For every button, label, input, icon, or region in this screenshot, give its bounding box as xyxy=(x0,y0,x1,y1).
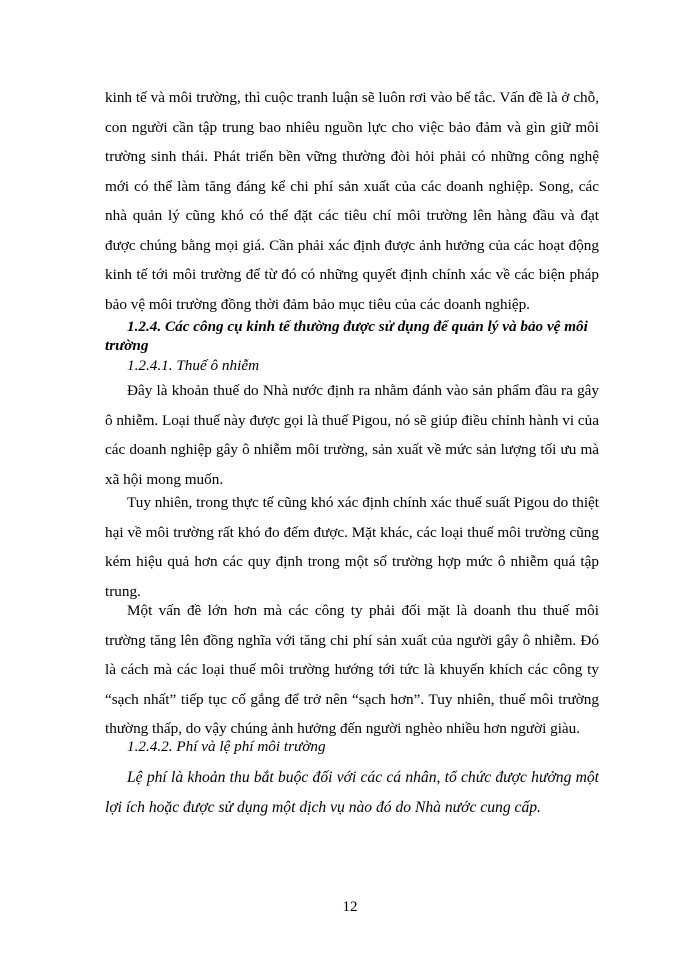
paragraph-tax-limitations: Tuy nhiên, trong thực tế cũng khó xác định chính xác thuế suất Pigou do thiệt hại về môi trường rất khó đo đếm được. Mặt khác, các loại thuế môi trường cũng kém hiệu quả hơn các quy định trong một số trường hợp mức ô nhiễm quá tập trung. xyxy=(105,494,599,600)
page-number: 12 xyxy=(342,899,358,915)
section-heading: 1.2.4. Các công cụ kinh tế thường được sử dụng để quản lý và bảo vệ môi trường xyxy=(105,318,588,354)
subsection-heading-pollution-tax: 1.2.4.1. Thuế ô nhiễm xyxy=(127,357,260,374)
paragraph-tax-revenue-issue: Một vấn đề lớn hơn mà các công ty phải đối mặt là doanh thu thuế môi trường tăng lên đồng nghĩa với tăng chi phí sản xuất của người gây ô nhiễm. Đó là cách mà các loại thuế môi trường hướng tới tức là khuyến khích các công ty “sạch nhất” tiếp tục cố gắng để trở nên “sạch hơn”. Tuy nhiên, thuế môi trường thường thấp, do vậy chúng ảnh hưởng đến người nghèo nhiều hơn người giàu. xyxy=(105,602,599,737)
paragraph-continuation: kinh tế và môi trường, thì cuộc tranh luận sẽ luôn rơi vào bế tắc. Vấn đề là ở chỗ, con người cần tập trung bao nhiêu nguồn lực cho việc bảo đảm và gìn giữ môi trường sinh thái. Phát triển bền vững thường đòi hỏi phải có những công nghệ mới có thể làm tăng đáng kể chi phí sản xuất của các doanh nghiệp. Song, các nhà quản lý cũng khó có thể đặt các tiêu chí môi trường lên hàng đầu và đạt được chúng bằng mọi giá. Cần phải xác định được ảnh hưởng của các hoạt động kinh tế tới môi trường để từ đó có những quyết định chính xác về các biện pháp bảo vệ môi trường đồng thời đảm bảo mục tiêu của các doanh nghiệp. xyxy=(105,89,599,313)
subsection-heading-fees: 1.2.4.2. Phí và lệ phí môi trường xyxy=(127,738,326,755)
paragraph-pigou-tax: Đây là khoản thuế do Nhà nước định ra nhằm đánh vào sản phẩm đầu ra gây ô nhiễm. Loại thuế này được gọi là thuế Pigou, nó sẽ giúp điều chỉnh hành vi của các doanh nghiệp gây ô nhiễm môi trường, sản xuất về mức sản lượng tối ưu mà xã hội mong muốn. xyxy=(105,382,599,488)
paragraph-fee-definition: Lệ phí là khoản thu bắt buộc đối với các cá nhân, tổ chức được hưởng một lợi ích hoặc được sử dụng một dịch vụ nào đó do Nhà nước cung cấp. xyxy=(105,769,599,816)
